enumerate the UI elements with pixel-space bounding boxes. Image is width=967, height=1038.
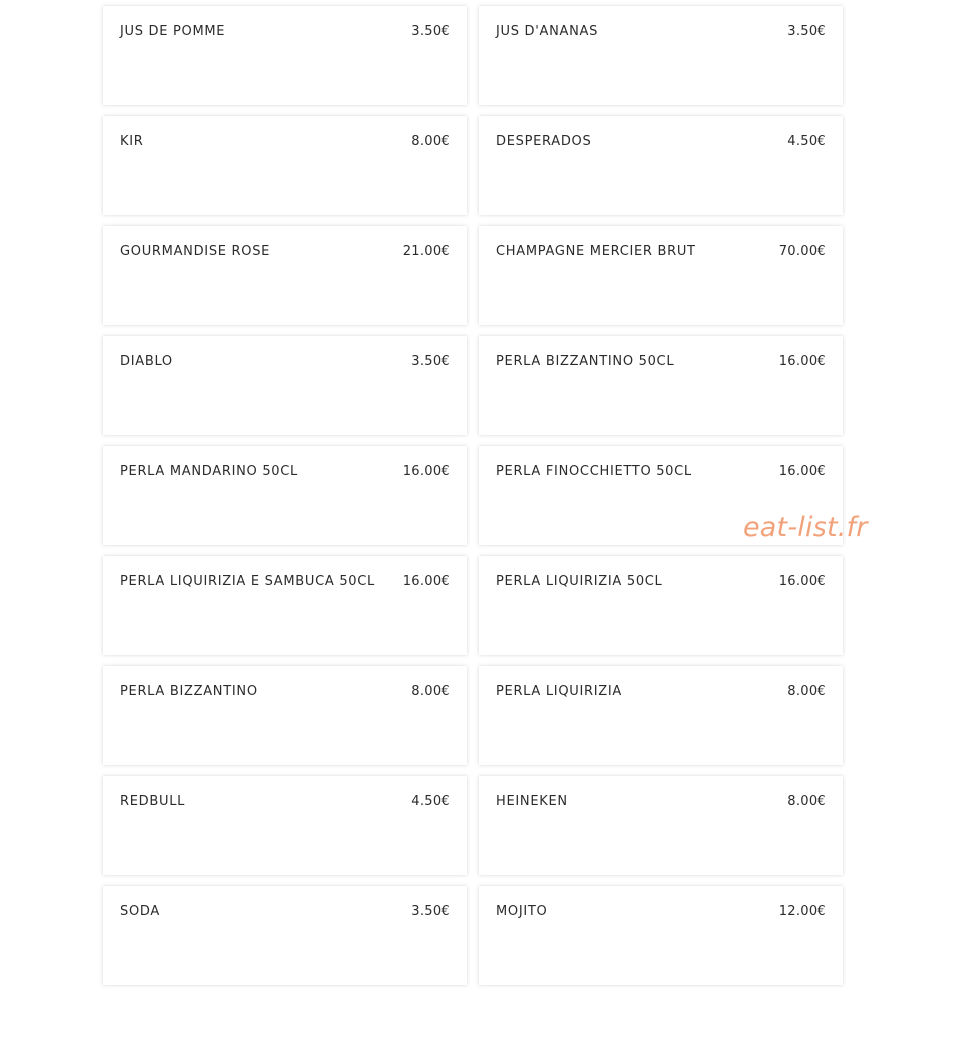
item-name: PERLA MANDARINO 50CL	[120, 464, 298, 479]
item-price: 70.00€	[778, 244, 826, 259]
menu-item-card[interactable]	[479, 116, 843, 215]
item-name: PERLA LIQUIRIZIA 50CL	[496, 574, 663, 589]
item-price: 16.00€	[778, 574, 826, 589]
menu-item-card[interactable]	[103, 886, 467, 985]
menu-item-card[interactable]	[103, 336, 467, 435]
menu-item-card[interactable]	[479, 886, 843, 985]
item-price: 16.00€	[402, 574, 450, 589]
item-price: 8.00€	[787, 684, 826, 699]
item-name: DIABLO	[120, 354, 173, 369]
item-price: 3.50€	[411, 354, 450, 369]
item-price: 3.50€	[411, 24, 450, 39]
watermark: eat-list.fr	[743, 512, 868, 543]
item-name: REDBULL	[120, 794, 186, 809]
menu-item-card[interactable]	[479, 336, 843, 435]
item-name: JUS DE POMME	[120, 24, 226, 39]
menu-item-card[interactable]	[103, 6, 467, 105]
menu-item-card[interactable]	[103, 116, 467, 215]
menu-item-card[interactable]	[479, 776, 843, 875]
menu-grid	[103, 6, 843, 985]
item-name: MOJITO	[496, 904, 548, 919]
item-name: PERLA FINOCCHIETTO 50CL	[496, 464, 692, 479]
item-name: PERLA LIQUIRIZIA	[496, 684, 623, 699]
item-price: 4.50€	[411, 794, 450, 809]
item-price: 16.00€	[402, 464, 450, 479]
item-price: 3.50€	[411, 904, 450, 919]
menu-item-card[interactable]	[479, 556, 843, 655]
item-name: PERLA BIZZANTINO 50CL	[496, 354, 675, 369]
menu-item-card[interactable]	[479, 6, 843, 105]
menu-item-card[interactable]	[103, 666, 467, 765]
item-price: 3.50€	[787, 24, 826, 39]
item-name: HEINEKEN	[496, 794, 568, 809]
item-name: KIR	[120, 134, 144, 149]
menu-item-card[interactable]	[479, 666, 843, 765]
item-name: SODA	[120, 904, 160, 919]
item-price: 8.00€	[411, 684, 450, 699]
menu-item-card[interactable]	[103, 226, 467, 325]
item-price: 4.50€	[787, 134, 826, 149]
item-price: 12.00€	[778, 904, 826, 919]
item-name: DESPERADOS	[496, 134, 592, 149]
item-price: 8.00€	[787, 794, 826, 809]
menu-item-card[interactable]	[103, 556, 467, 655]
item-price: 16.00€	[778, 354, 826, 369]
menu-item-card[interactable]	[479, 226, 843, 325]
item-price: 16.00€	[778, 464, 826, 479]
menu-item-card[interactable]	[103, 446, 467, 545]
item-name: GOURMANDISE ROSE	[120, 244, 271, 259]
menu-item-card[interactable]	[103, 776, 467, 875]
item-price: 8.00€	[411, 134, 450, 149]
item-name: CHAMPAGNE MERCIER BRUT	[496, 244, 696, 259]
item-name: JUS D'ANANAS	[496, 24, 599, 39]
item-name: PERLA LIQUIRIZIA E SAMBUCA 50CL	[120, 574, 375, 589]
item-price: 21.00€	[402, 244, 450, 259]
item-name: PERLA BIZZANTINO	[120, 684, 258, 699]
